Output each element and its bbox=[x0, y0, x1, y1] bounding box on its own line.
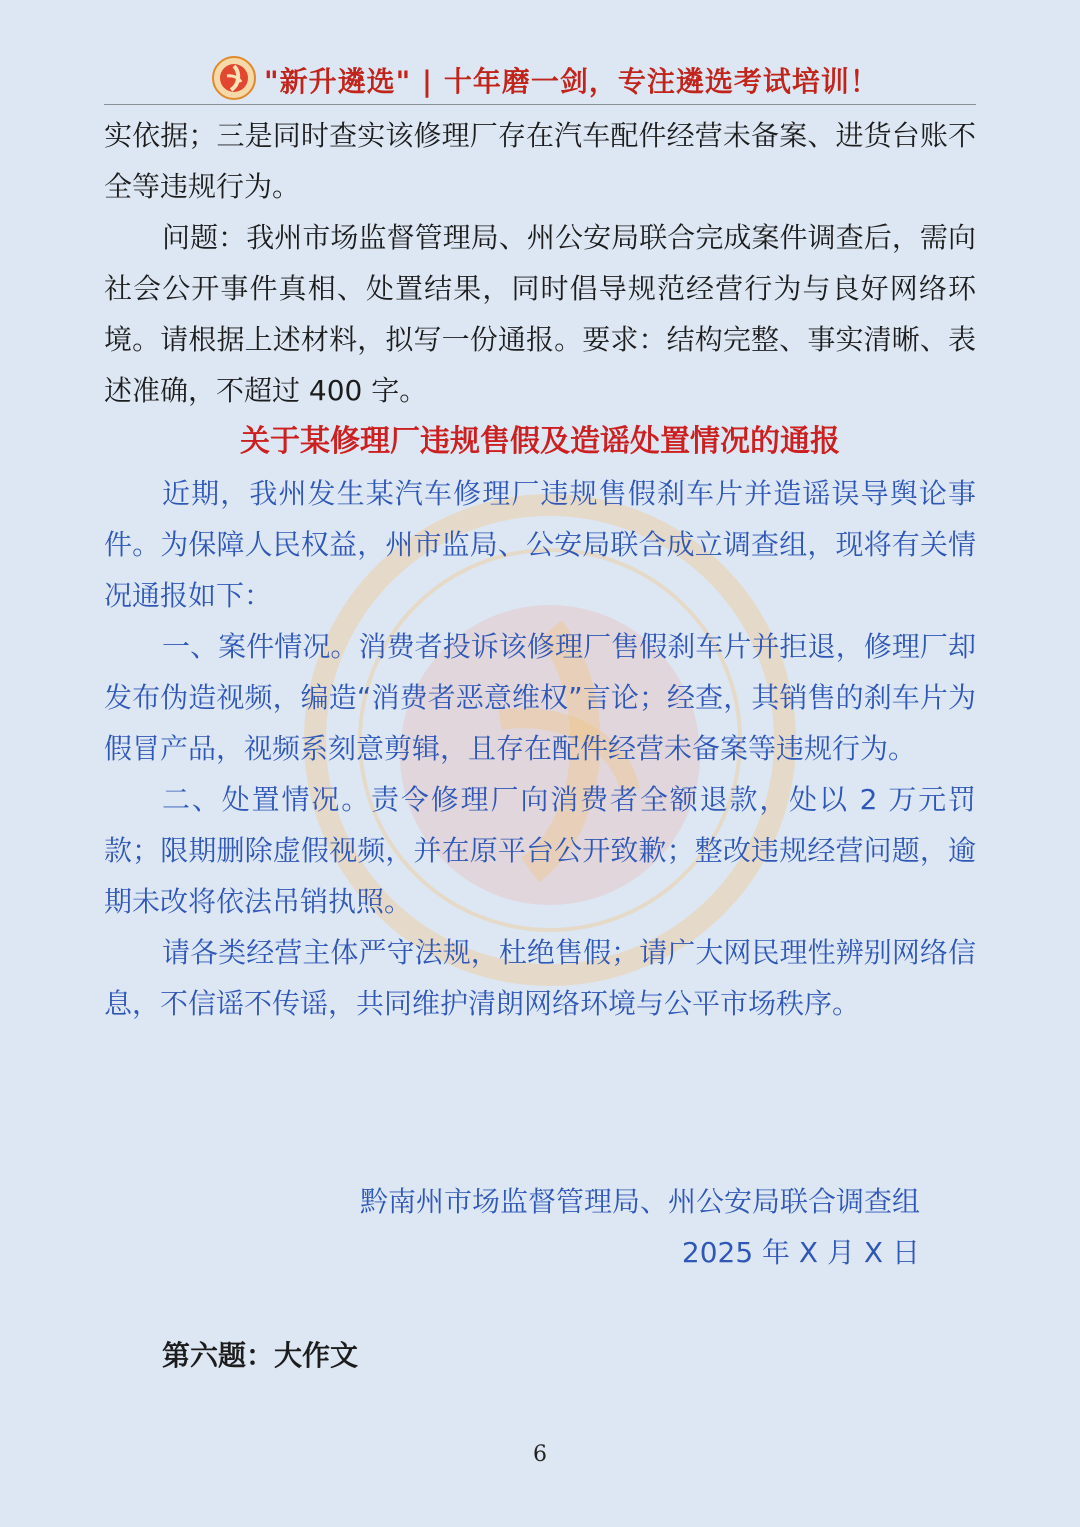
notice-title: 关于某修理厂违规售假及造谣处置情况的通报 bbox=[240, 424, 840, 459]
notice-date: 2025 年 X 月 X 日 bbox=[681, 1236, 920, 1269]
notice-paragraph: 二、处置情况。责令修理厂向消费者全额退款，处以 2 万元罚款；限期删除虚假视频，并在原平台公开致歉；整改违规经营问题，逾期未改将依法吊销执照。 bbox=[104, 783, 976, 918]
notice-paragraph: 一、案件情况。消费者投诉该修理厂售假刹车片并拒退，修理厂却发布伪造视频，编造“消费者恶意维权”言论；经查，其销售的刹车片为假冒产品，视频系刻意剪辑，且存在配件经营未备案等违规行为。 bbox=[104, 630, 976, 765]
notice-paragraph: 近期，我州发生某汽车修理厂违规售假刹车片并造谣误导舆论事件。为保障人民权益，州市监局、公安局联合成立调查组，现将有关情况通报如下： bbox=[104, 477, 976, 612]
notice-paragraph: 请各类经营主体严守法规，杜绝售假；请广大网民理性辨别网络信息，不信谣不传谣，共同维护清朗网络环境与公平市场秩序。 bbox=[104, 936, 976, 1020]
header-slogan: "新升遴选" | 十年磨一剑，专注遴选考试培训！ bbox=[264, 65, 879, 98]
seal-logo-icon bbox=[212, 56, 256, 100]
page-header bbox=[104, 52, 976, 105]
next-question-heading: 第六题：大作文 bbox=[162, 1339, 359, 1372]
intro-paragraph-1: 实依据；三是同时查实该修理厂存在汽车配件经营未备案、进货台账不全等违规行为。 bbox=[104, 119, 976, 203]
document-body bbox=[104, 110, 976, 1029]
page-number: 6 bbox=[533, 1442, 547, 1467]
notice-signature: 黔南州市场监督管理局、州公安局联合调查组 bbox=[359, 1185, 920, 1218]
intro-paragraph-2: 问题：我州市场监督管理局、州公安局联合完成案件调查后，需向社会公开事件真相、处置结果，同时倡导规范经营行为与良好网络环境。请根据上述材料，拟写一份通报。要求：结构完整、事实清晰、表述准确，不超过 400 字。 bbox=[104, 221, 976, 407]
